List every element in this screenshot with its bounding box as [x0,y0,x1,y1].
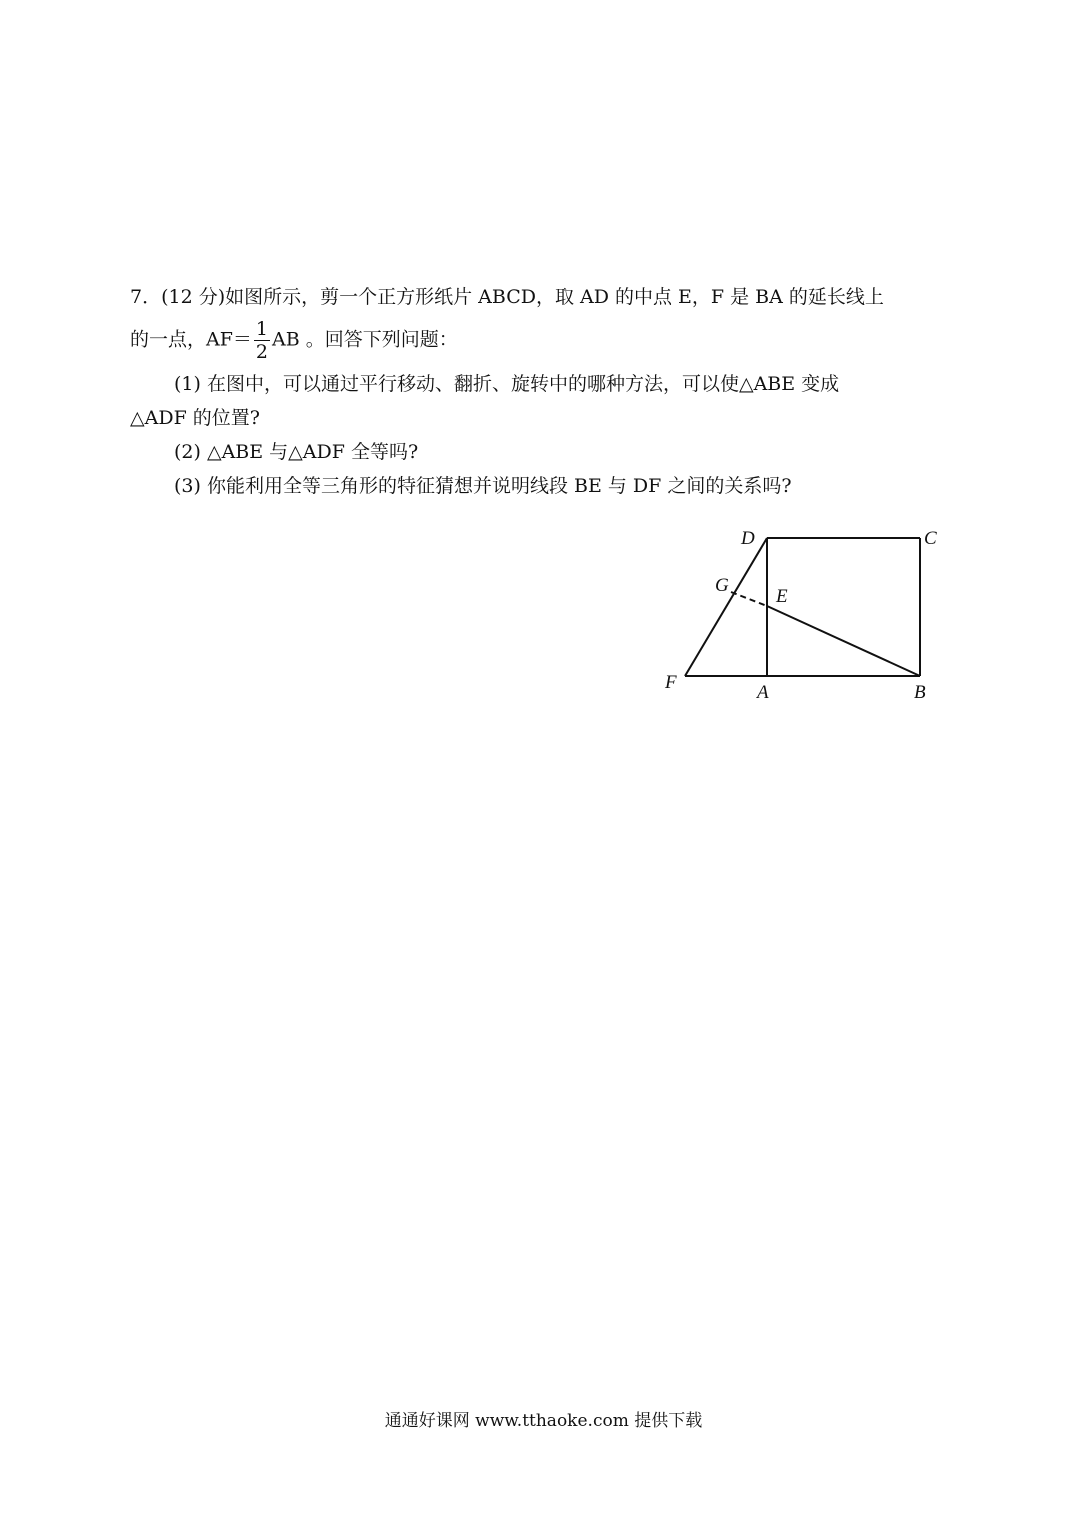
geometry-figure [655,518,955,708]
segment-eb [767,606,920,676]
fraction-denominator: 2 [255,341,268,363]
line-2-prefix: 的一点，AF＝ [130,328,252,351]
label-g: G [715,575,729,596]
label-a: A [757,682,769,703]
problem-text [130,280,962,503]
label-e: E [776,586,788,607]
footer-text: 通通好课网 www.tthaoke.com 提供下载 [384,1411,703,1431]
line-2-suffix: AB 。回答下列问题： [272,328,458,351]
label-f: F [665,672,677,693]
question-2: (2) △ABE 与△ADF 全等吗? [174,441,419,463]
label-d: D [741,528,755,549]
label-b: B [914,682,926,703]
segment-ge-dashed [731,592,767,606]
fraction-numerator: 1 [255,318,268,340]
fraction-one-half [254,318,270,363]
question-3: (3) 你能利用全等三角形的特征猜想并说明线段 BE 与 DF 之间的关系吗? [174,475,792,497]
question-1-part-1: (1) 在图中，可以通过平行移动、翻折、旋转中的哪种方法，可以使△ABE 变成 [174,373,840,395]
label-c: C [924,528,937,549]
problem-line-1: 7．(12 分)如图所示，剪一个正方形纸片 ABCD，取 AD 的中点 E，F 是 BA 的延长线上 [130,286,884,308]
question-1-part-2: △ADF 的位置? [130,407,260,429]
problem-line-2 [130,318,962,363]
segment-fd [685,538,767,676]
